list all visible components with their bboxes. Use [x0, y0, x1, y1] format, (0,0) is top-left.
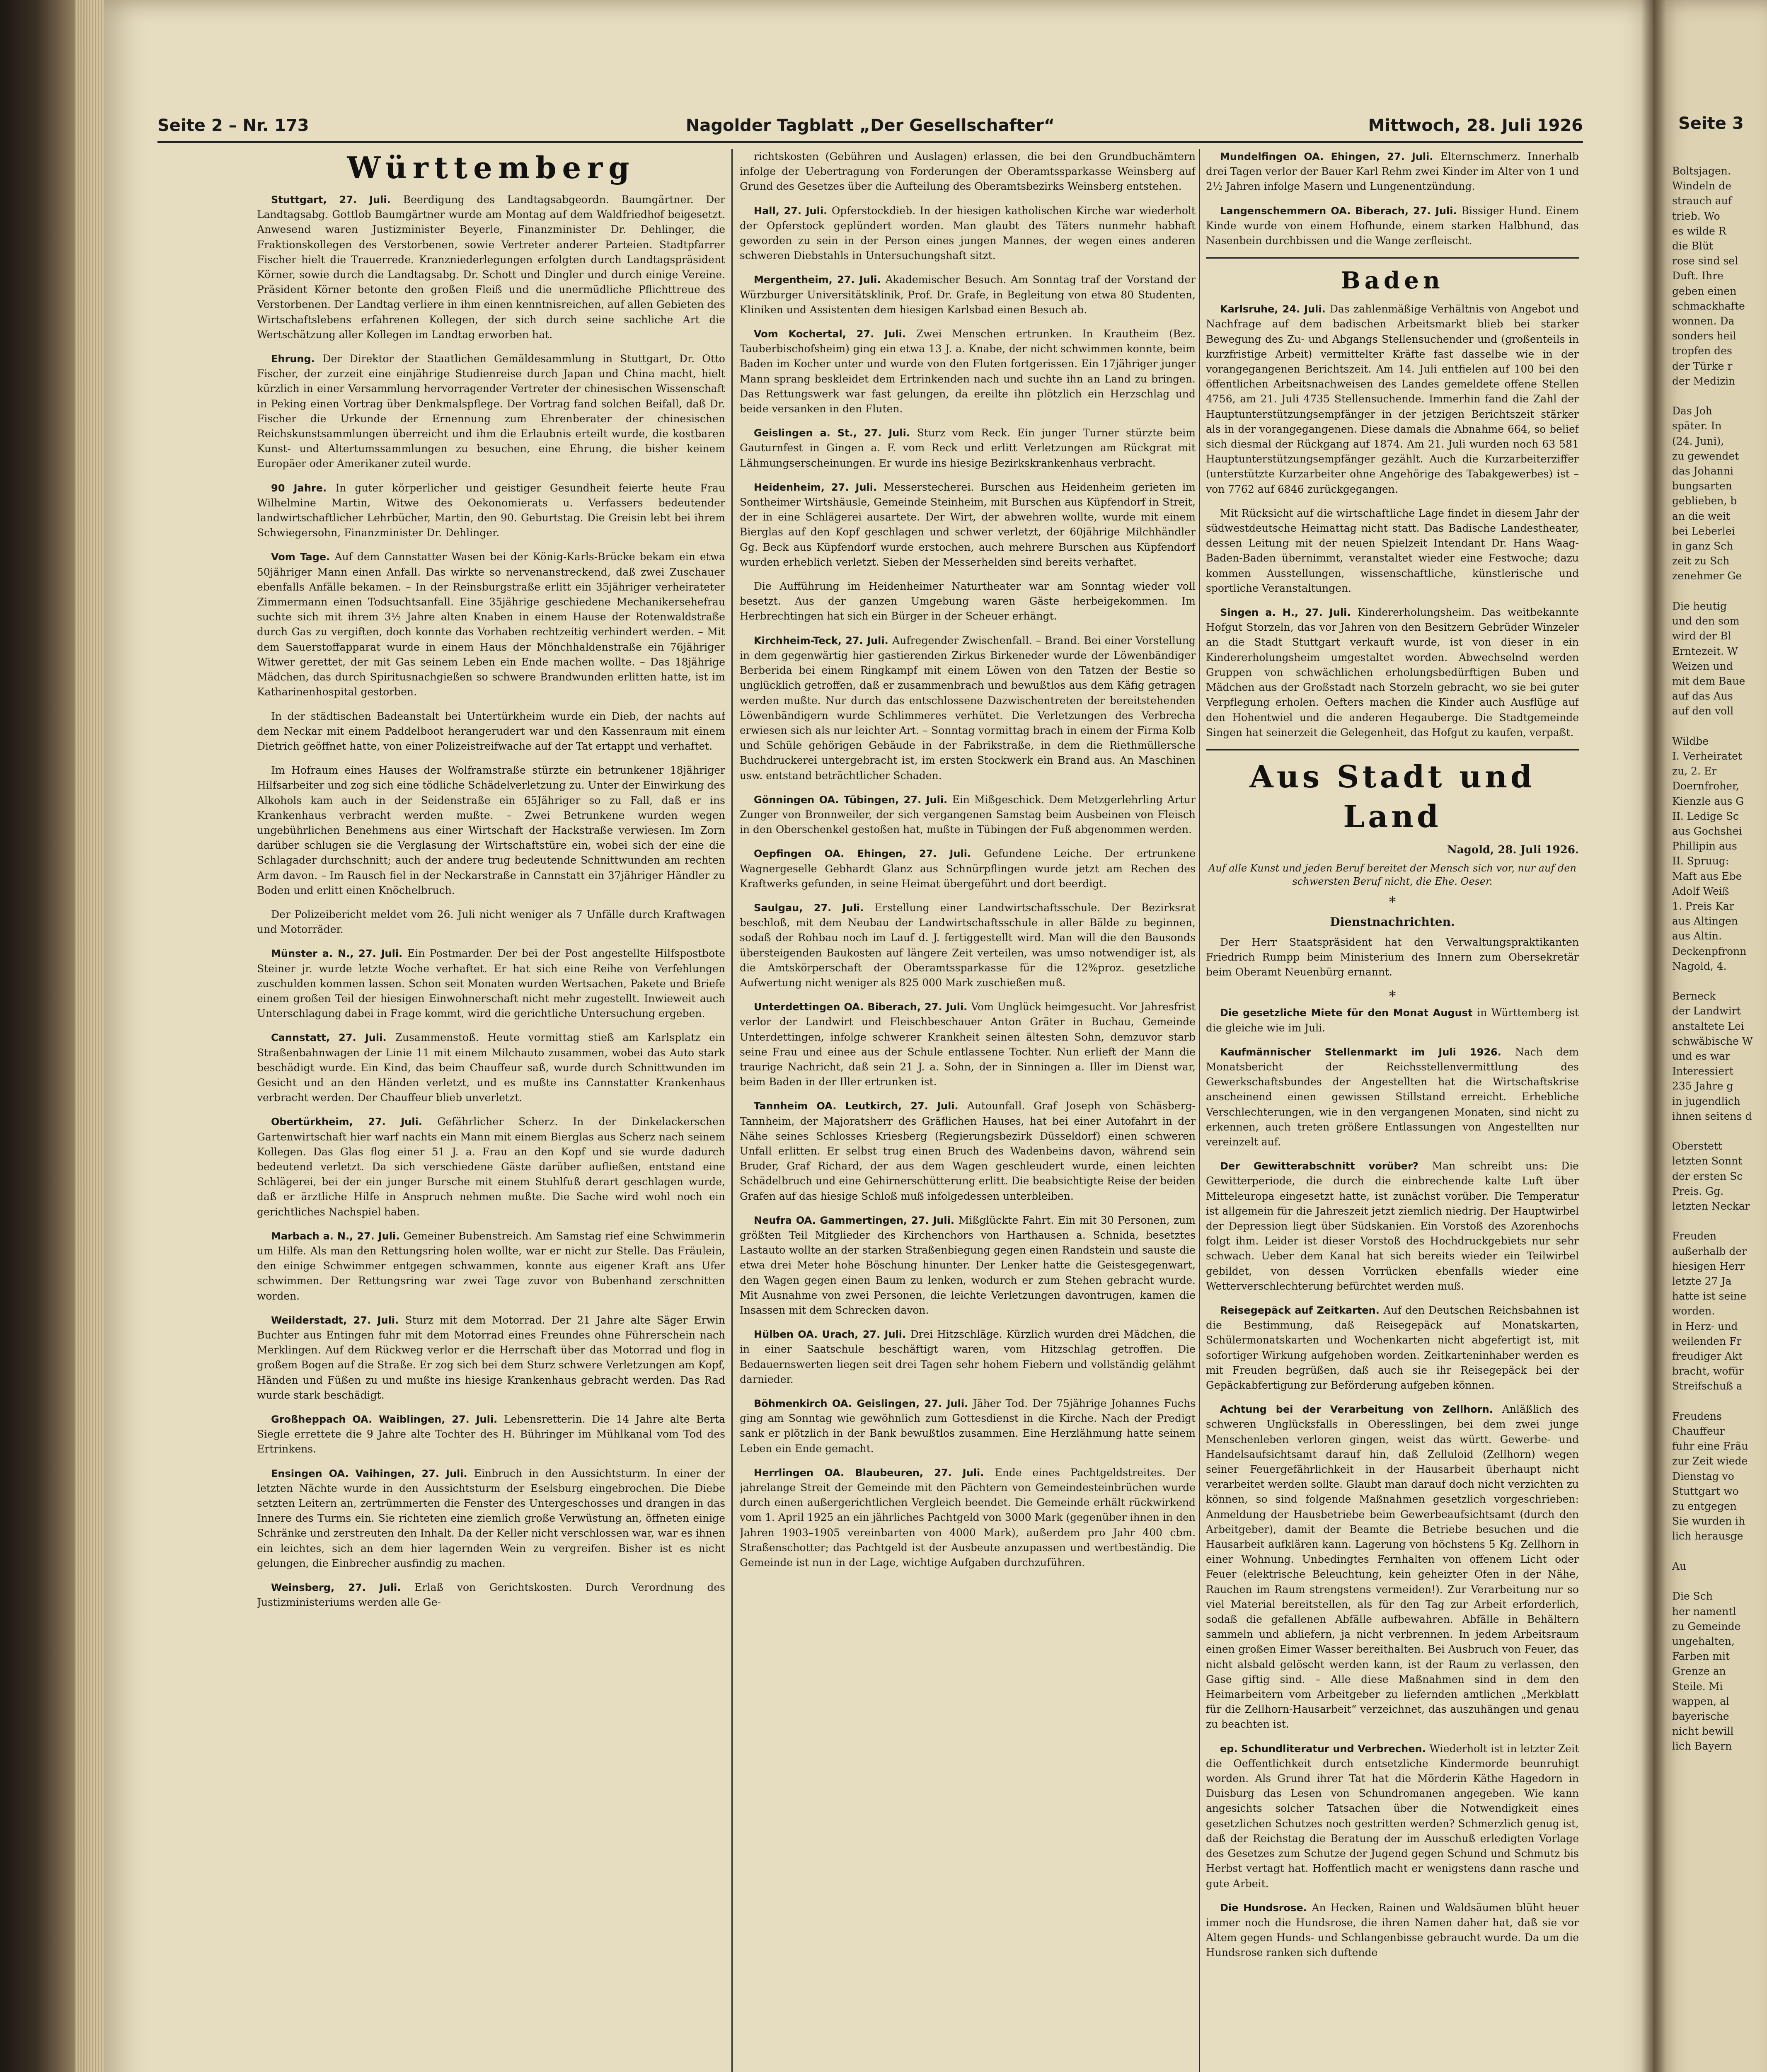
article-body: Lebensretterin. Die 14 Jahre alte Berta Siegle errettete die 9 Jahre alte Tochter des H. Bühringer im Mühlkanal vom Tod des Ertrinkens. — [257, 1413, 725, 1455]
article-body: Sturz vom Reck. Ein junger Turner stürzte beim Gauturnfest in Gingen a. F. vom Reck und erlitt Verletzungen am Rückgrat mit Lähmungserscheinungen. Er wurde ins hiesige Bezirkskrankenhaus verbracht. — [740, 427, 1196, 469]
section-divider — [1206, 257, 1579, 259]
article — [740, 900, 1196, 990]
article — [740, 633, 1196, 783]
article — [257, 351, 725, 472]
article — [1206, 1900, 1579, 1961]
article-body: Anläßlich des schweren Unglücksfalls in Oberesslingen, bei dem zwei junge Menschenleben verloren gingen, weist das württ. Gewerbe- und Handelsaufsichtsamt darauf hin, daß Zelluloid (Zellhorn) wegen seiner Feuergefährlichkeit in der Hausarbeit überhaupt nicht verarbeitet werden sollte. Glaubt man darauf doch nicht verzichten zu können, so sind folgende Maßnahmen gesetzlich vorgeschrieben: Anmeldung der Hausbetriebe beim Gewerbeaufsichtsamt (durch den Arbeitgeber), damit der Beamte die Betriebe besuchen und die Hausarbeit aufklären kann. Lagerung von höchstens 5 Kg. Zellhorn in einer Wohnung. Unbedingtes Fernhalten von offenem Licht oder Feuer (elektrische Beleuchtung, kein geheizter Ofen in der Nähe, Rauchen im Raum strengstens vermeiden!). Zur Verarbeitung nur so viel Material bereitstellen, als für den Tag zur Arbeit erforderlich, sodaß die gefallenen Abfälle aufbewahren. Abfälle in Behältern sammeln und abliefern, ja nicht verbrennen. In jedem Arbeitsraum einen großen Eimer Wasser bereithalten. Bei Ausbruch von Feuer, das nicht alsbald gelöscht werden kann, ist der Raum zu verlassen, den Gase giftig sind. – Alle diese Maßnahmen sind in dem den Heimarbeitern vom Arbeitgeber zu liefernden amtlichen „Merkblatt für die Zellhorn-Hausarbeit“ verzeichnet, das auszuhängen und genau zu beachten ist. — [1206, 1403, 1579, 1731]
article-dateline: Weinsberg, 27. Juli. — [271, 1582, 415, 1594]
article-dateline: Mergentheim, 27. Juli. — [754, 274, 886, 286]
article — [257, 1030, 725, 1105]
article-body: Beerdigung des Landtagsabgeordn. Baumgärtner. Der Landtagsabg. Gottlob Baumgärtner wurde am Montag auf dem Waldfriedhof beigesetzt. Anwesend waren Justizminister Beyerle, Finanzminister Dr. Dehlinger, die Fraktionskollegen des Verstorbenen, sowie Vertreter anderer Parteien. Stadtpfarrer Fischer hielt die Trauerrede. Kranzniederlegungen erfolgten durch Landtagspräsident Körner, sowie durch die Landtagsabg. Dr. Schott und Dingler und durch einige Vereine. Präsident Körner betonte den großen Fleiß und die unermüdliche Pflichttreue des Verstorbenen. Der Landtag verliere in ihm einen kenntnisreichen, auf allen Gebieten des Wirtschaftslebens erfahrenen Kollegen, der sich durch seine sachliche Art die Wertschätzung aller Kollegen im Landtag erworben hat. — [257, 194, 725, 341]
page-header — [157, 112, 1583, 143]
article-dateline: Weilderstadt, 27. Juli. — [271, 1314, 405, 1326]
subhead-dienstnachrichten: Dienstnachrichten. — [1330, 915, 1455, 929]
article-body: Kindererholungsheim. Das weitbekannte Hofgut Storzeln, das vor Jahren von den Besitzern Gebrüder Winzeler an die Stadt Stuttgart verkauft wurde, ist von dieser in ein Kindererholungsheim umgestaltet worden. Abwechselnd werden Gruppen von schwächlichen erholungsbedürftigen Buben und Mädchen aus der Großstadt nach Storzeln gebracht, wo sie bei guter Verpflegung erholen. Oefters machen die Kinder auch Ausflüge auf den Hohentwiel und die anderen Hegauberge. Die Stadtgemeinde Singen hat seinerzeit die Gelegenheit, das Hofgut zu kaufen, verpaßt. — [1206, 606, 1579, 738]
article-body: Drei Hitzschläge. Kürzlich wurden drei Mädchen, die in einer Saatschule beschäftigt waren, vom Hitzschlag getroffen. Die Bedauernswerten liegen seit drei Tagen sehr hohem Fiebern und vollständig gelähmt darnieder. — [740, 1328, 1196, 1385]
article-dateline: Ehrung. — [271, 353, 323, 365]
article — [740, 272, 1196, 317]
article-body: Messerstecherei. Burschen aus Heidenheim gerieten im Sontheimer Wirtshäusle, Gemeinde Steinheim, mit Burschen aus Küpfendorf in Streit, der in eine Schlägerei ausartete. Der Wirt, der abwehren wollte, wurde mit einem Bierglas auf den Kopf geschlagen und schwer verletzt, der 60jährige Milchhändler Gg. Beck aus Küpfendorf wurde erstochen, auch mehrere Burschen aus Küpfendorf wurden erheblich verletzt. Sieben der Messerhelden sind bereits verhaftet. — [740, 481, 1196, 568]
article — [1206, 203, 1579, 249]
article — [1206, 1303, 1579, 1393]
article — [740, 1465, 1196, 1570]
article-body: In der städtischen Badeanstalt bei Untertürkheim wurde ein Dieb, der nachts auf dem Neckar mit einem Paddelboot herangerudert war und den Kassenraum mit einem Dietrich geöffnet hatte, von einer Polizeistreifwache auf der Tat ertappt und verhaftet. — [257, 710, 725, 752]
article-body: Wiederholt ist in letzter Zeit die Oeffentlichkeit durch entsetzliche Kindermorde beunruhigt worden. Als Grund ihrer Tat hat die Mörderin Käthe Hagedorn in Duisburg das Lesen von Schundromanen angegeben. Wie kann angesichts solcher Tatsachen über die Notwendigkeit eines gesetzlichen Schutzes noch gestritten werden? Schmerzlich genug ist, daß der Reichstag die Beratung der im Ausschuß erledigten Vorlage des Gesetzes zum Schutze der Jugend gegen Schund und Schmutz bis Herbst vertagt hat. Hoffentlich macht er wenigstens dann rasche und gute Arbeit. — [1206, 1742, 1579, 1890]
article-body: in Württemberg ist die gleiche wie im Juli. — [1206, 1007, 1579, 1034]
column-3 — [1206, 149, 1579, 2072]
article — [257, 192, 725, 342]
article-body: Mißglückte Fahrt. Ein mit 30 Personen, zum größten Teil Mitglieder des Kirchenchors von Harthausen a. Schnida, besetztes Lastauto wollte an der starken Straßenbiegung gegen einen Randstein und sauste die etwa drei Meter hohe Böschung hinunter. Der Lenker hatte die Geistesgegenwart, den Wagen gegen einen Baum zu lenken, wodurch er zum Stehen gebracht wurde. Mit Ausnahme von zwei Personen, die leichte Verletzungen davontrugen, kamen die Insassen mit dem Schrecken davon. — [740, 1214, 1196, 1317]
article-dateline: Cannstatt, 27. Juli. — [271, 1032, 395, 1044]
article-body: Gefundene Leiche. Der ertrunkene Wagnergeselle Gebhardt Glanz aus Schnürpflingen wurde jetzt am Rechen des Kraftwerks gefunden, in seine Heimat übergeführt und dort beerdigt. — [740, 847, 1196, 890]
article-body: Aufregender Zwischenfall. – Brand. Bei einer Vorstellung in dem gegenwärtig hier gastierenden Zirkus Birkeneder wurde der Löwenbändiger Berberida bei einem Ringkampf mit einem Löwen von den Tatzen der Bestie so unglücklich getroffen, daß er zusammenbrach und bewußtlos aus dem Käfig getragen werden mußte. Nur durch das entschlossene Dazwischentreten der bereitstehenden Löwenbändigern wurde Schlimmeres verhütet. Die Verletzungen des Verbrecha erwiesen sich als nur leichter Art. – Sonntag vormittag brach in einem der Firma Kolb und Schüle gehörigen Gebäude in der Fabrikstraße, in dem die Riethmüllersche Buchdruckerei untergebracht ist, im ersten Stockwerk ein Brand aus. An Maschinen usw. entstand beträchtlicher Schaden. — [740, 634, 1196, 782]
article-body: In guter körperlicher und geistiger Gesundheit feierte heute Frau Wilhelmine Martin, Witwe des Oekonomierats u. Verfassers bedeutender landwirtschaftlicher Lehrbücher, Martin, den 90. Geburtstag. Die Greisin lebt bei ihrem Schwiegersohn, Finanzminister Dr. Dehlinger. — [257, 482, 725, 539]
next-page-text-fragments: Boltsjagen. Windeln de strauch auf trieb. Wo es wilde R die Blüt rose sind sel Duft. Ihre geben einen schmackhafte wonnen. Da sonders heil tropfen des der Türke r der Medizin Das Joh später. In (24. Juni), zu gewendet das Johanni bungsarten geblieben, b an die weit bei Leberlei in ganz Sch zeit zu Sch zenehmer Ge Die heutig und den som wird der Bl Erntezeit. W Weizen und mit dem Baue auf das Aus auf den voll Wildbe I. Verheiratet zu, 2. Er Doernfroher, Kienzle aus G II. Ledige Sc aus Gochshei Phillipin aus II. Spruug: Maft aus Ebe Adolf Weiß 1. Preis Kar aus Altingen aus Altin. Deckenpfronn Nagold, 4. Berneck der Landwirt anstaltete Lei schwäbische W und es war Interessiert 235 Jahre g in jugendlich ihnen seitens d Oberstett letzten Sonnt der ersten Sc Preis. Gg. letzten Neckar Freuden außerhalb der hiesigen Herr letzte 27 Ja hatte ist seine worden. in Herz- und weilenden Fr freudiger Akt bracht, wofür Streifschuß a Freudens Chauffeur fuhr eine Fräu zur Zeit wiede Dienstag vo Stuttgart wo zu entgegen Sie wurden ih lich herausge Au Die Sch her namentl zu Gemeinde ungehalten, Farben mit Grenze an Steile. Mi wappen, al bayerische nicht bewill lich Bayern — [1672, 165, 1753, 1752]
separator-star: * — [1389, 988, 1396, 1005]
article-body: Mit Rücksicht auf die wirtschaftliche Lage findet in diesem Jahr der südwestdeutsche Heimattag nicht statt. Das Badische Landestheater, dessen Leitung mit der neuen Spielzeit Intendant Dr. Hans Waag-Baden-Baden übernimmt, veranstaltet wieder eine Festwoche; dazu kommen Ausstellungen, wissenschaftliche, künstlerische und sportliche Veranstaltungen. — [1206, 507, 1579, 594]
article-body: richtskosten (Gebühren und Auslagen) erlassen, die bei den Grundbuchämtern infolge der Uebertragung von Forderungen der Oberamtssparkasse Weinsberg auf Grund des Gesetzes über die Aufteilung des Oberamtsbezirks Weinsberg entstehen. — [740, 150, 1196, 193]
article-body: Erlaß von Gerichtskosten. Durch Verordnung des Justizministeriums werden alle Ge- — [257, 1581, 725, 1609]
article-list — [1206, 149, 1579, 248]
article-body: Auf den Deutschen Reichsbahnen ist die Bestimmung, daß Reisegepäck auf Monatskarten, Schülermonatskarten und Wochenkarten nicht abgefertigt ist, mit sofortiger Wirkung aufgehoben worden. Zeitkarteninhaber werden es mit Freuden begrüßen, daß auch sie ihr Reisegepäck bei der Gepäckabfertigung zur Beförderung aufgeben können. — [1206, 1304, 1579, 1391]
article — [740, 203, 1196, 264]
article-dateline: Marbach a. N., 27. Juli. — [271, 1230, 404, 1242]
column-1 — [257, 149, 725, 2072]
article — [257, 1466, 725, 1571]
article-dateline: Saulgau, 27. Juli. — [754, 902, 875, 914]
article-dateline: Gönningen OA. Tübingen, 27. Juli. — [754, 794, 952, 806]
article — [257, 1580, 725, 1610]
article — [740, 327, 1196, 416]
column-rule — [731, 149, 733, 2072]
article-body: Autounfall. Graf Joseph von Schäsberg-Tannheim, der Majoratsherr des Gräflichen Hauses, hat bei einer Autofahrt in der Nähe seines Schlosses Kriesberg (Regierungsbezirk Düsseldorf) einen schweren Unfall erlitten. Er selbst trug einen Bruch des Wadenbeins davon, während sein Bruder, Graf Richard, der aus dem Wagen geschleudert wurde, einen leichten Schädelbruch und eine Gehirnerschütterung erlitt. Die beabsichtigte Reise der beiden Grafen auf das hiesige Schloß muß infolgedessen unterbleiben. — [740, 1100, 1196, 1202]
article — [1206, 1159, 1579, 1294]
article-body: Im Hofraum eines Hauses der Wolframstraße stürzte ein betrunkener 18jähriger Hilfsarbeiter und zog sich eine tödliche Schädelverletzung zu. Unter der Einwirkung des Alkohols kam auch in der Seidenstraße ein 65Jähriger so zu Fall, daß er ins Krankenhaus verbracht werden mußte. – Zwei Betrunkene wurden wegen ungebührlichen Benehmens aus einer Wirtschaft der Hackstraße verwiesen. Im Zorn darüber schlugen sie die Verglasung der Wirtschaftstüre ein, wobei sich der eine die Schlagader durchschnitt; auch der andere trug bedeutende Schnittwunden am rechten Arm davon. – Im Rausch fiel in der Neckarstraße in Cannstatt ein 37jähriger Händler zu Boden und erlitt einen Knöchelbruch. — [257, 764, 725, 896]
article-body: Akademischer Besuch. Am Sonntag traf der Vorstand der Würzburger Universitätsklinik, Prof. Dr. Grafe, in Begleitung von etwa 80 Studenten, Kliniken und Assistenten dem hiesigen Karlsbad einen Besuch ab. — [740, 274, 1196, 316]
article-dateline: Hülben OA. Urach, 27. Juli. — [754, 1329, 910, 1341]
article-body: Gemeiner Bubenstreich. Am Samstag rief eine Schwimmerin um Hilfe. Als man den Rettungsring holen wollte, war er nicht zur Stelle. Das Fräulein, den einige Schwimmer entgegen schwammen, konnte aus eigener Kraft ans Ufer schwimmen. Der Rettungsring war zwei Tage zuvor von Bubenhand zerschnitten worden. — [257, 1230, 725, 1302]
article-dateline: Stuttgart, 27. Juli. — [271, 194, 403, 206]
newspaper-title: Nagolder Tagblatt „Der Gesellschafter“ — [685, 116, 1055, 135]
section-title-baden: Baden — [1341, 267, 1444, 295]
article-dateline: Herrlingen OA. Blaubeuren, 27. Juli. — [754, 1467, 995, 1479]
article-body: Bissiger Hund. Einem Kinde wurde von einem Hofhunde, einem starken Halbhund, das Nasenbein durchbissen und die Wange zerfleischt. — [1206, 204, 1579, 247]
article — [257, 709, 725, 754]
article-dateline: Hall, 27. Juli. — [754, 205, 832, 217]
article-list — [257, 192, 725, 1610]
article — [257, 1313, 725, 1403]
article — [740, 579, 1196, 624]
section-title-wuerttemberg: Württemberg — [347, 150, 635, 185]
article — [257, 946, 725, 1021]
article — [740, 149, 1196, 194]
article-dateline: Heidenheim, 27. Juli. — [754, 481, 884, 493]
article — [740, 480, 1196, 570]
column-2 — [740, 149, 1196, 2072]
article — [257, 763, 725, 898]
article-body: Elternschmerz. Innerhalb drei Tagen verlor der Bauer Karl Rehm zwei Kinder im Alter von 1 und 2½ Jahren infolge Masern und Lungenentzündung. — [1206, 150, 1579, 193]
article — [257, 481, 725, 541]
article-body: Jäher Tod. Der 75jährige Johannes Fuchs ging am Sonntag wie gewöhnlich zum Gottesdienst in die Kirche. Nach der Predigt sank er plötzlich in der Bank bewußtlos zusammen. Eine Herzlähmung hatte seinem Leben ein Ende gemacht. — [740, 1397, 1196, 1455]
article — [740, 846, 1196, 891]
article-dateline: Reisegepäck auf Zeitkarten. — [1220, 1304, 1384, 1316]
article-dateline: Der Gewitterabschnitt vorüber? — [1220, 1160, 1432, 1172]
article-dateline: Singen a. H., 27. Juli. — [1220, 607, 1358, 619]
article-dateline: Münster a. N., 27. Juli. — [271, 948, 408, 960]
article-dateline: Kirchheim-Teck, 27. Juli. — [754, 634, 893, 646]
article-body: An Hecken, Rainen und Waldsäumen blüht heuer immer noch die Hundsrose, die ihren Namen daher hat, daß sie vor Altem gegen Hunds- und Schlangenbisse gebraucht wurde. Da um die Hundsrose ranken sich duftende — [1206, 1901, 1579, 1959]
article-body: Zwei Menschen ertrunken. In Krautheim (Bez. Tauberbischofsheim) ging ein etwa 13 J. a. Knabe, der nicht schwimmen konnte, beim Baden im Kocher unter und wurde von den Fluten fortgerissen. Ein 17jähriger junger Mann sprang beskleidet dem Ertrinkenden nach und suchte ihn an Land zu bringen. Das Rettungswerk war fast gelungen, da ereilte ihn plötzlich ein Herzschlag und beide versanken in den Fluten. — [740, 328, 1196, 415]
article — [1206, 302, 1579, 497]
section-title-aus-stadt-und-land: Aus Stadt und Land — [1249, 759, 1535, 835]
article-body: Sturz mit dem Motorrad. Der 21 Jahre alte Säger Erwin Buchter aus Entingen fuhr mit dem Motorrad eines Freundes ohne Führerschein nach Merklingen. Auf dem Rückweg verlor er die Herrschaft über das Motorrad und flog in großem Bogen auf die Straße. Er zog sich bei dem Sturz schwere Verletzungen am Kopf, Händen und Füßen zu und mußte ins hiesige Krankenhaus gebracht werden. Das Rad wurde stark beschädigt. — [257, 1314, 725, 1401]
article — [740, 426, 1196, 471]
article — [1206, 506, 1579, 596]
article-list — [1206, 302, 1579, 740]
article-body: Auf dem Cannstatter Wasen bei der König-Karls-Brücke bekam ein etwa 50jähriger Mann einen Anfall. Das wirkte so nervenanstreckend, daß zwei Zuschauer ebenfalls Anfälle bekamen. – In der Reinsburgstraße erlitt ein 35jähriger verheirateter Zimmermann einen Todsuchtsanfall. Eine 35jährige geschiedene Mechanikersehefrau suchte sich mit ihrem 3½ Jahre alten Knaben in einem Hause der Rotenwaldstraße durch Gas zu vergiften, doch konnte das Vorhaben rechtzeitig verhindert werden. – Mit dem Sauerstoffapparat wurde in einem Haus der Mönchhaldenstraße ein 76jähriger Witwer gerettet, der mit Gas seinem Leben ein Ende machen wollte. – Das 18jährige Mädchen, das durch Spiritusnachgießen so schwere Brandwunden erlitten hatte, ist im Katharinenhospital gestorben. — [257, 551, 725, 698]
article-dateline: Kaufmännischer Stellenmarkt im Juli 1926. — [1220, 1046, 1515, 1058]
article-body: Das zahlenmäßige Verhältnis von Angebot und Nachfrage auf dem badischen Arbeitsmarkt blieb bei starker Bewegung des Zu- und Abgangs Stellensuchender und (großenteils in kurzfristige Arbeit) vermittelter Kräfte fast dasselbe wie in der vorangegangenen Berichtszeit. Am 14. Juli entfielen auf 100 bei den öffentlichen Arbeitsnachweisen des Landes gemeldete offene Stellen 4756, am 21. Juli 4735 Stellensuchende. Immerhin fand die Zahl der Hauptunterstützungsempfänger in der jetzigen Berichtszeit stärker als in der vorangegangenen. Diese damals die Abnahme 664, so belief sich diesmal der Rückgang auf 1874. Am 21. Juli wurden noch 63 581 Hauptunterstützungsempfänger gezählt. Auch die Kurzarbeiterziffer (unterstützte Kurzarbeiter ohne Angehörige des Tabakgewerbes) ist – von 7762 auf 6846 zurückgegangen. — [1206, 303, 1579, 495]
article-body: Die Aufführung im Heidenheimer Naturtheater war am Sonntag wieder voll besetzt. Aus der ganzen Umgebung waren Gäste herbeigekommen. Im Herbrechtingen hat sich ein Bürger in der Scheuer erhängt. — [740, 580, 1196, 622]
article — [740, 1213, 1196, 1318]
article — [257, 1114, 725, 1219]
article — [740, 1396, 1196, 1456]
page-gutter — [1641, 0, 1666, 2072]
issue-date: Mittwoch, 28. Juli 1926 — [1368, 116, 1583, 135]
article-dateline: Großheppach OA. Waiblingen, 27. Juli. — [271, 1414, 504, 1426]
article — [257, 549, 725, 700]
article-dateline: Langenschemmern OA. Biberach, 27. Juli. — [1220, 205, 1462, 217]
column-rule — [1199, 149, 1200, 2072]
article — [740, 1327, 1196, 1387]
article-body: Der Direktor der Staatlichen Gemäldesammlung in Stuttgart, Dr. Otto Fischer, der zurzeit eine einjährige Studienreise durch Japan und China macht, hielt kürzlich in einer Versammlung hervorragender Vertreter der chinesischen Wissenschaft in Peking einen Vortrag über Denkmalspflege. Der Vortrag fand solchen Beifall, daß Dr. Fischer die Urkunde der Ernennung zum Ehrenberater der chinesischen Reichskunstsammlungen überreicht und ihm die Erlaubnis erteilt wurde, die kostbaren Kunst- und Altertumssammlungen zu besuchen, eine Ehrung, die bisher keinem Europäer oder Amerikaner zuteil wurde. — [257, 353, 725, 470]
article-dateline: Oepfingen OA. Ehingen, 27. Juli. — [754, 848, 984, 860]
article-dateline: Böhmenkirch OA. Geislingen, 27. Juli. — [754, 1398, 973, 1410]
article-body: Ende eines Pachtgeldstreites. Der jahrelange Streit der Gemeinde mit den Pächtern von Gemeindesteinbrüchen wurde durch einen außergerichtlichen Vergleich beendet. Die Gemeinde erhält rückwirkend vom 1. April 1925 an ein jährliches Pachtgeld von 3000 Mark (gegenüber ihnen in den Jahren 1903–1905 vereinbarten von 4000 Mark), außerdem pro Jahr 400 cbm. Straßenschotter; das Pachtgeld ist der Ausbeute anzupassen und wertbeständig. Die Gemeinde ist nun in der Lage, wichtige Aufgaben durchzuführen. — [740, 1466, 1196, 1569]
separator-star: * — [1389, 894, 1396, 911]
article-list — [1206, 1005, 1579, 1960]
article-body: Vom Unglück heimgesucht. Vor Jahresfrist verlor der Landwirt und Fleischbeschauer Anton Gräter in Buchau, Gemeinde Unterdettingen, infolge schwerer Krankheit seinen ältesten Sohn, demzuvor starb seine Frau und einee aus der Schule entlassene Tochter. Nun erlieft der Mann die traurige Nachricht, daß sein 21 J. a. Sohn, der in Sinningen a. Iller im Dienst war, beim Baden in der Iller ertrunken ist. — [740, 1001, 1196, 1088]
article-list — [740, 149, 1196, 1570]
article-body: Gefährlicher Scherz. In der Dinkelackerschen Gartenwirtschaft hier warf nachts ein Mann mit einem Bierglas aus Scherz nach seinem Kollegen. Das Glas flog einer 51 J. a. Frau an den Kopf und sie wurde dadurch bedeutend verletzt. Da sich verschiedene Gäste darüber aufließen, entstand eine Schlägerei, bei der ein junger Bursche mit einem Stuhlfuß derart geschlagen wurde, daß er ärztliche Hilfe in Anspruch nehmen mußte. Die Sache wird wohl noch ein gerichtliches Nachspiel haben. — [257, 1116, 725, 1218]
article-dateline: 90 Jahre. — [271, 482, 336, 494]
article-dateline: Vom Kochertal, 27. Juli. — [754, 328, 916, 340]
article-dateline: Die gesetzliche Miete für den Monat August — [1220, 1007, 1477, 1019]
article-dateline: Obertürkheim, 27. Juli. — [271, 1116, 438, 1128]
article-body: Zusammenstoß. Heute vormittag stieß am Karlsplatz ein Straßenbahnwagen der Linie 11 mit einem Milchauto zusammen, wobei das Auto stark beschädigt wurde. Ein Kind, das beim Chauffeur saß, wurde durch Schnittwunden im Gesicht und an den Händen verletzt, und es mußte ins Cannstatter Krankenhaus verbracht werden. Der Chauffeur blieb unverletzt. — [257, 1031, 725, 1104]
article-body: Erstellung einer Landwirtschaftsschule. Der Bezirksrat beschloß, mit dem Neubau der Landwirtschaftsschule in aller Bälde zu beginnen, sodaß der Rohbau noch im Lauf d. J. fertiggestellt wird. Man will die den Bausonds übersteigenden Baukosten auf längere Zeit verteilen, was umso notwendiger ist, als die Amtskörperschaft der Oberamtssparkasse für die 12%proz. gesetzliche Aufwertung nicht weniger als 825 000 Mark zuschießen muß. — [740, 901, 1196, 989]
article-text: Der Herr Staatspräsident hat den Verwaltungspraktikanten Friedrich Rumpp beim Ministerium des Innern zum Obersekretär beim Oberamt Neuenbürg ernannt. — [1206, 936, 1579, 978]
article-body: Ein Postmarder. Der bei der Post angestellte Hilfspostbote Steiner jr. wurde letzte Woche verhaftet. Er hat sich eine Reihe von Verfehlungen zuschulden kommen lassen. Schon seit Monaten wurden Wertsachen, Pakete und Briefe einem großen Teil der hiesigen Einwohnerschaft nicht mehr zugestellt. Inwieweit auch Unterschlagung dabei in Frage kommt, wird die gerichtliche Untersuchung ergeben. — [257, 947, 725, 1020]
article — [1206, 1045, 1579, 1150]
article-body: Einbruch in den Aussichtsturm. In einer der letzten Nächte wurde in den Aussichtsturm der Eselsburg eingebrochen. Die Diebe setzten Leitern an, zertrümmerten die Fenster des Untergeschosses und drangen in das Innere des Turms ein. Sie richteten eine ziemlich große Verwüstung an, öffneten einige Schränke und zerstreuten den Inhalt. Da der Keller nicht verschlossen war, war es ihnen ein leichtes, sich an dem hier lagernden Wein zu vergreifen. Bisher ist es nicht gelungen, die Einbrecher ausfindig zu machen. — [257, 1467, 725, 1569]
article — [740, 1099, 1196, 1203]
article-dateline: Geislingen a. St., 27. Juli. — [754, 427, 917, 439]
article — [1206, 149, 1579, 194]
article-dateline: Vom Tage. — [271, 551, 335, 563]
article-body: Opferstockdieb. In der hiesigen katholischen Kirche war wiederholt der Opferstock geplündert worden. Man glaubt des Täters nunmehr habhaft geworden zu sein in der Person eines jungen Mannes, der wegen eines anderen schweren Diebstahls in Untersuchungshaft sitzt. — [740, 204, 1196, 262]
article — [257, 907, 725, 937]
article — [1206, 1741, 1579, 1891]
dateline: Nagold, 28. Juli 1926. — [1447, 843, 1579, 856]
article-dateline: Neufra OA. Gammertingen, 27. Juli. — [754, 1214, 959, 1226]
article-body: Der Polizeibericht meldet vom 26. Juli nicht weniger als 7 Unfälle durch Kraftwagen und Motorräder. — [257, 908, 725, 936]
article — [1206, 1402, 1579, 1732]
article-body: Man schreibt uns: Die Gewitterperiode, die durch die einbrechende kalte Luft über Mitteleuropa eingesetzt hatte, ist zunächst vorüber. Die Temperatur ist allgemein für die Jahreszeit jetzt ziemlich niedrig. Der Hauptwirbel der Depression liegt über Südskanien. Ein Vorstoß des Azorenhochs folgt ihm. Leider ist dieser Vorstoß des Hochdruckgebiets nur sehr schwach. Ueber dem Kanal hat sich bereits wieder ein Teilwirbel gebildet, von dessen Vorrücken ebenfalls wieder eine Wetterverschlechterung befürchtet werden muß. — [1206, 1160, 1579, 1292]
next-page-header: Seite 3 — [1678, 114, 1744, 133]
motto-quote: Auf alle Kunst und jeden Beruf bereitet der Mensch sich vor, nur auf den schwersten Beruf nicht, die Ehe. Oeser. — [1208, 862, 1576, 888]
article — [257, 1229, 725, 1304]
article-dateline: Achtung bei der Verarbeitung von Zellhorn. — [1220, 1404, 1502, 1416]
article — [1206, 605, 1579, 740]
article-dateline: Die Hundsrose. — [1220, 1902, 1312, 1914]
article-dateline: Unterdettingen OA. Biberach, 27. Juli. — [754, 1001, 971, 1013]
article-dateline: Tannheim OA. Leutkirch, 27. Juli. — [754, 1100, 967, 1112]
next-page-edge — [1653, 0, 1767, 2072]
article — [740, 1000, 1196, 1089]
article-body: Ein Mißgeschick. Dem Metzgerlehrling Artur Zunger von Bronnweiler, der sich vergangenen Samstag beim Ausbeinen von Fleisch in den Oberschenkel gestoßen hat, mußte in Tübingen der Fuß abgenommen werden. — [740, 793, 1196, 836]
article — [1206, 1005, 1579, 1035]
article-dateline: Mundelfingen OA. Ehingen, 27. Juli. — [1220, 151, 1440, 162]
article-body: Nach dem Monatsbericht der Reichsstellenvermittlung des Gewerkschaftsbundes der Angestellten hat die Wirtschaftskrise anscheinend einen gewissen Stillstand erreicht. Erhebliche Verschlechterungen, wie in den vergangenen Monaten, sind nicht zu erkennen, auch treten größere Entlassungen von Angestellten nur vereinzelt auf. — [1206, 1046, 1579, 1148]
page-number: Seite 2 – Nr. 173 — [157, 116, 309, 135]
article — [257, 1412, 725, 1457]
article-dateline: Ensingen OA. Vaihingen, 27. Juli. — [271, 1467, 474, 1479]
article-dateline: ep. Schundliteratur und Verbrechen. — [1220, 1743, 1430, 1755]
article-dateline: Karlsruhe, 24. Juli. — [1220, 303, 1330, 315]
article — [740, 792, 1196, 838]
section-divider — [1206, 749, 1579, 750]
